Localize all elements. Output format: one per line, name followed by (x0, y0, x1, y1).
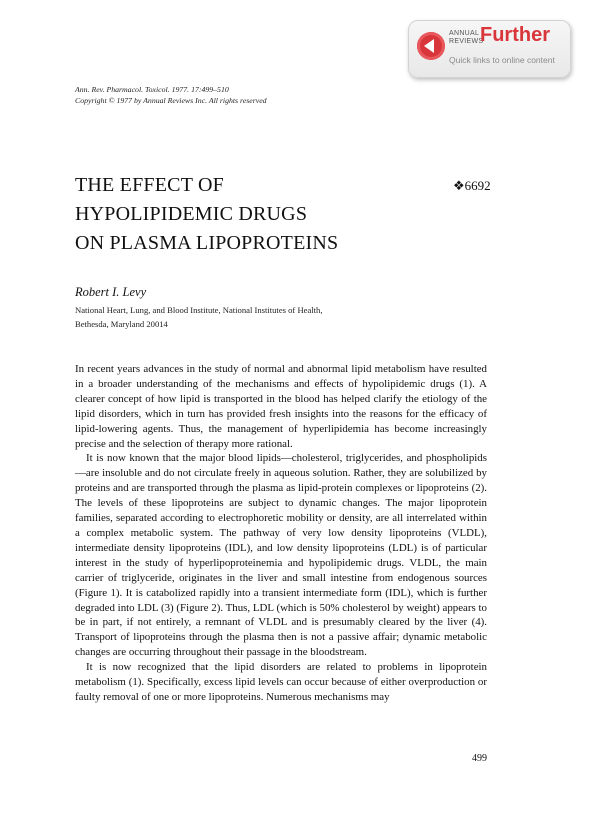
journal-citation (75, 84, 267, 106)
title-line-3: ON PLASMA LIPOPROTEINS (75, 232, 339, 254)
article-code: ❖6692 (453, 178, 491, 193)
title-line-1: THE EFFECT OF (75, 174, 224, 196)
affiliation-line-1: National Heart, Lung, and Blood Institute, National Institutes of Health, (75, 305, 323, 315)
body-paragraph: It is now recognized that the lipid disorders are related to problems in lipoprotein metabolism (1). Specifically, excess lipid levels can occur because of either overproduction or faulty removal of one or more lipoproteins. Numerous mechanisms may (75, 661, 487, 703)
badge-annual-reviews-label (449, 30, 483, 46)
author-affiliation (75, 303, 323, 331)
body-paragraph: In recent years advances in the study of normal and abnormal lipid metabolism have resulted in a broader understanding of the mechanisms and effects of hypolipidemic drugs (1). A clearer concept of how lipid is transported in the blood has helped clarify the etiology of the lipid disorders, which in turn has provided fresh insights into the reasons for the efficacy of lipid-lowering agents. Thus, the management of hyperlipidemia has become increasingly precise and the selection of therapy more rational. (75, 363, 487, 450)
page-number: 499 (472, 753, 487, 764)
author-name: Robert I. Levy (75, 285, 147, 299)
annual-reviews-further-badge[interactable] (408, 20, 571, 78)
badge-further-label: Further (480, 24, 550, 46)
citation-line-1: Ann. Rev. Pharmacol. Toxicol. 1977. 17:499–510 (75, 85, 229, 94)
affiliation-line-2: Bethesda, Maryland 20014 (75, 319, 168, 329)
citation-line-2: Copyright © 1977 by Annual Reviews Inc. All rights reserved (75, 96, 267, 105)
badge-annual-text: ANNUAL (449, 30, 480, 37)
article-title (75, 171, 338, 258)
article-body (75, 362, 487, 705)
badge-reviews-text: REVIEWS (449, 38, 484, 45)
body-paragraph: It is now known that the major blood lipids—cholesterol, triglycerides, and phospholipids—are insoluble and do not circulate freely in aqueous solution. Rather, they are solubilized by proteins and are transported through the plasma as lipid-protein complexes or lipoproteins (2). The levels of these lipoproteins are subject to dynamic changes. The major lipoprotein families, separated according to electrophoretic mobility or density, are all interrelated within a complex metabolic system. The pathway of very low density lipoproteins (VLDL), intermediate density lipoproteins (IDL), and low density lipoproteins (LDL) is of particular interest in the study of hyperlipoproteinemia and hypolipidemic drugs. VLDL, the main carrier of triglyceride, originates in the liver and small intestine from endogenous sources (Figure 1). It is catabolized rapidly into a transient intermediate form (IDL), which is further degraded into LDL (3) (Figure 2). Thus, LDL (which is 50% cholesterol by weight) appears to be in part, if not entirely, a remnant of VLDL and is presumably cleared by the liver (4). Transport of lipoproteins through the plasma then is not a passive affair; dynamic metabolic changes are occurring throughout their passage in the bloodstream. (75, 452, 487, 659)
arrow-back-icon (417, 32, 445, 60)
title-line-2: HYPOLIPIDEMIC DRUGS (75, 203, 308, 225)
badge-quick-links-label: Quick links to online content (449, 55, 555, 65)
